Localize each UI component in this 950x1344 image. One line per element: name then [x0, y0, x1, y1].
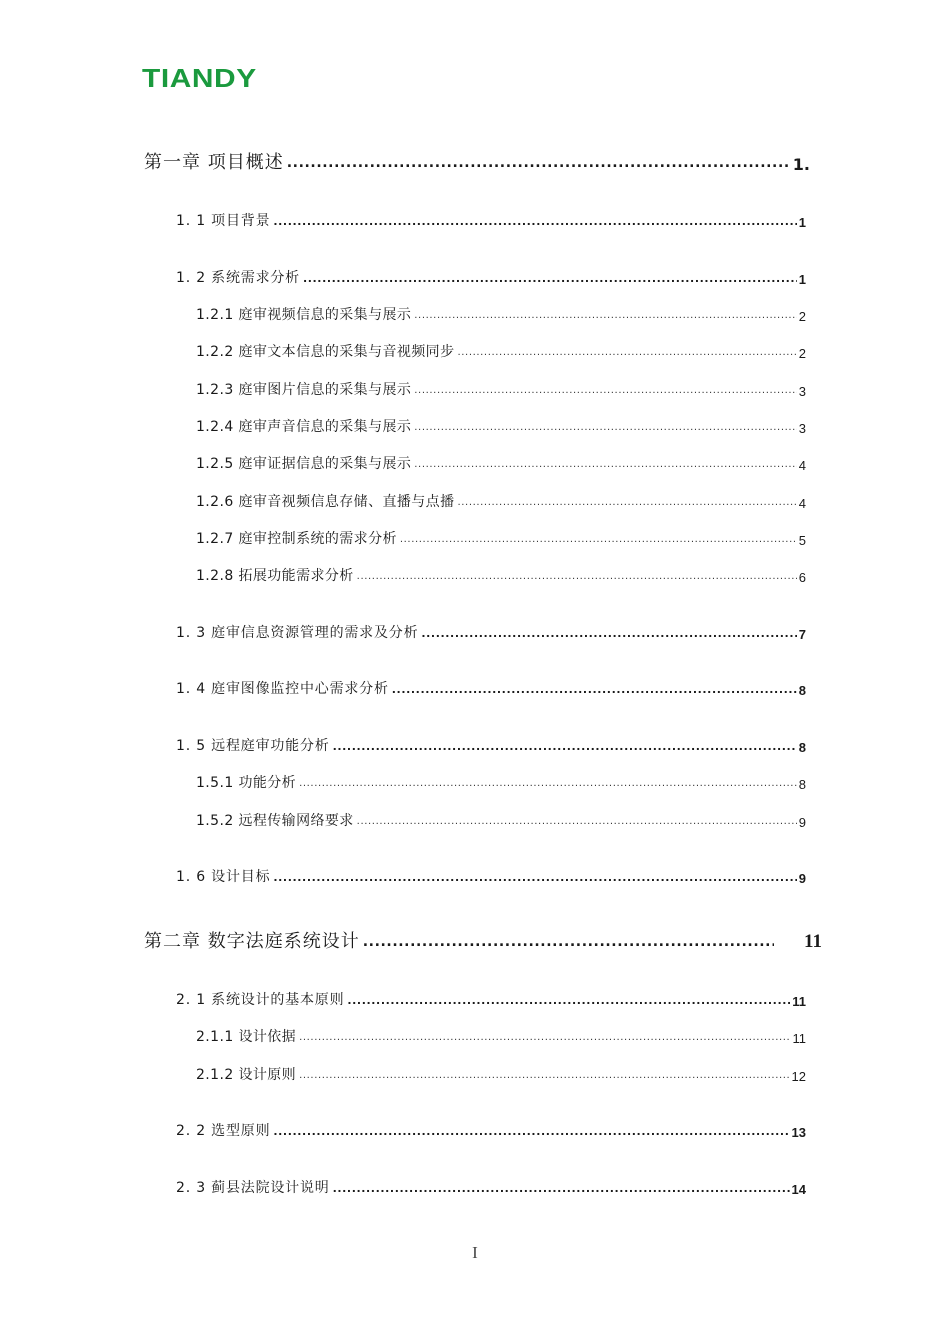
toc-entry-label: 1. 4 庭审图像监控中心需求分析	[176, 681, 389, 697]
dot-leader	[363, 935, 774, 949]
toc-entry-page: 9	[798, 815, 806, 830]
toc-entry-page: 4	[798, 458, 806, 473]
toc-entry-label: 1. 5 远程庭审功能分析	[176, 738, 330, 754]
toc-entry-label: 第一章 项目概述	[144, 152, 284, 173]
dot-leader	[392, 684, 797, 695]
dot-leader	[357, 817, 797, 827]
toc-entry[interactable]	[196, 304, 806, 324]
toc-entry-page: 3	[798, 421, 806, 436]
dot-leader	[400, 535, 797, 545]
tiandy-logo: TIANDY	[142, 63, 257, 93]
toc-entry[interactable]	[196, 565, 806, 585]
dot-leader	[273, 216, 796, 227]
toc-entry[interactable]	[176, 267, 806, 287]
toc-entry-label: 1. 1 项目背景	[176, 213, 271, 229]
toc-entry-label: 1. 6 设计目标	[176, 869, 271, 885]
toc-entry-page: 11	[792, 1031, 806, 1046]
toc-entry-label: 2. 3 蓟县法院设计说明	[176, 1180, 330, 1196]
toc-entry[interactable]	[196, 528, 806, 548]
toc-entry[interactable]	[196, 453, 806, 473]
toc-entry-page: 3	[798, 384, 806, 399]
toc-entry[interactable]	[176, 622, 806, 642]
toc-entry[interactable]	[196, 810, 806, 830]
toc-entry-page: 8	[798, 777, 806, 792]
toc-entry-page: 1.	[792, 155, 810, 174]
toc-entry-page: 6	[798, 570, 806, 585]
dot-leader	[421, 628, 796, 639]
dot-leader	[299, 1033, 790, 1043]
toc-entry-label: 第二章 数字法庭系统设计	[144, 931, 360, 952]
dot-leader	[333, 1183, 790, 1194]
toc-entry[interactable]	[196, 341, 806, 361]
toc-entry[interactable]	[176, 989, 806, 1009]
toc-entry-page: 13	[791, 1125, 806, 1140]
toc-entry-label: 2.1.1 设计依据	[196, 1029, 297, 1045]
dot-leader	[414, 386, 796, 396]
toc-entry[interactable]	[176, 1177, 806, 1197]
toc-entry[interactable]	[196, 491, 806, 511]
toc-entry[interactable]	[176, 866, 806, 886]
page-number: I	[472, 1243, 478, 1262]
toc-entry-label: 1.2.5 庭审证据信息的采集与展示	[196, 456, 412, 472]
toc-entry-chapter-1[interactable]	[144, 148, 810, 174]
toc-entry[interactable]	[196, 416, 806, 436]
toc-entry-label: 2. 1 系统设计的基本原则	[176, 992, 345, 1008]
toc-entry-page: 1	[798, 272, 806, 287]
toc-entry-chapter-2[interactable]	[144, 927, 822, 953]
dot-leader	[287, 156, 791, 170]
toc-entry-page: 1	[798, 215, 806, 230]
dot-leader	[333, 741, 797, 752]
toc-entry-label: 1.5.2 远程传输网络要求	[196, 813, 354, 829]
toc-entry-page: 2	[798, 346, 806, 361]
dot-leader	[414, 423, 796, 433]
toc-entry-page: 8	[798, 740, 806, 755]
toc-entry-label: 1.2.1 庭审视频信息的采集与展示	[196, 307, 412, 323]
dot-leader	[457, 348, 796, 358]
toc-entry-label: 1.2.2 庭审文本信息的采集与音视频同步	[196, 344, 455, 360]
toc-entry[interactable]	[176, 1120, 806, 1140]
toc-entry-page: 12	[791, 1069, 806, 1084]
toc-entry-page: 2	[798, 309, 806, 324]
toc-entry-label: 2. 2 选型原则	[176, 1123, 271, 1139]
dot-leader	[347, 995, 790, 1006]
dot-leader	[303, 273, 797, 284]
toc-entry-page: 14	[791, 1182, 806, 1197]
toc-entry[interactable]	[176, 735, 806, 755]
toc-entry-label: 1.5.1 功能分析	[196, 775, 297, 791]
toc-entry-label: 1.2.7 庭审控制系统的需求分析	[196, 531, 397, 547]
toc-entry-page: 8	[798, 683, 806, 698]
toc-entry-label: 1.2.3 庭审图片信息的采集与展示	[196, 382, 412, 398]
toc-entry-page: 9	[798, 871, 806, 886]
toc-entry[interactable]	[196, 379, 806, 399]
dot-leader	[273, 1126, 789, 1137]
toc-entry-page: 11	[792, 994, 806, 1009]
dot-leader	[357, 572, 797, 582]
toc-entry-label: 1.2.4 庭审声音信息的采集与展示	[196, 419, 412, 435]
toc-entry[interactable]	[196, 772, 806, 792]
toc-entry-page: 4	[798, 496, 806, 511]
dot-leader	[414, 311, 796, 321]
toc-entry-page: 11	[804, 931, 822, 952]
toc-entry[interactable]	[196, 1064, 806, 1084]
toc-entry-label: 1.2.6 庭审音视频信息存储、直播与点播	[196, 494, 455, 510]
toc-entry[interactable]	[176, 210, 806, 230]
dot-leader	[414, 460, 796, 470]
dot-leader	[457, 498, 796, 508]
dot-leader	[273, 872, 796, 883]
toc-entry-label: 1. 2 系统需求分析	[176, 270, 300, 286]
toc-entry-label: 2.1.2 设计原则	[196, 1067, 297, 1083]
dot-leader	[299, 779, 797, 789]
toc-entry-label: 1. 3 庭审信息资源管理的需求及分析	[176, 625, 419, 641]
toc-entry-page: 7	[798, 627, 806, 642]
toc-entry[interactable]	[196, 1026, 806, 1046]
toc-entry[interactable]	[176, 678, 806, 698]
toc-entry-page: 5	[798, 533, 806, 548]
toc-entry-label: 1.2.8 拓展功能需求分析	[196, 568, 354, 584]
dot-leader	[299, 1071, 789, 1081]
